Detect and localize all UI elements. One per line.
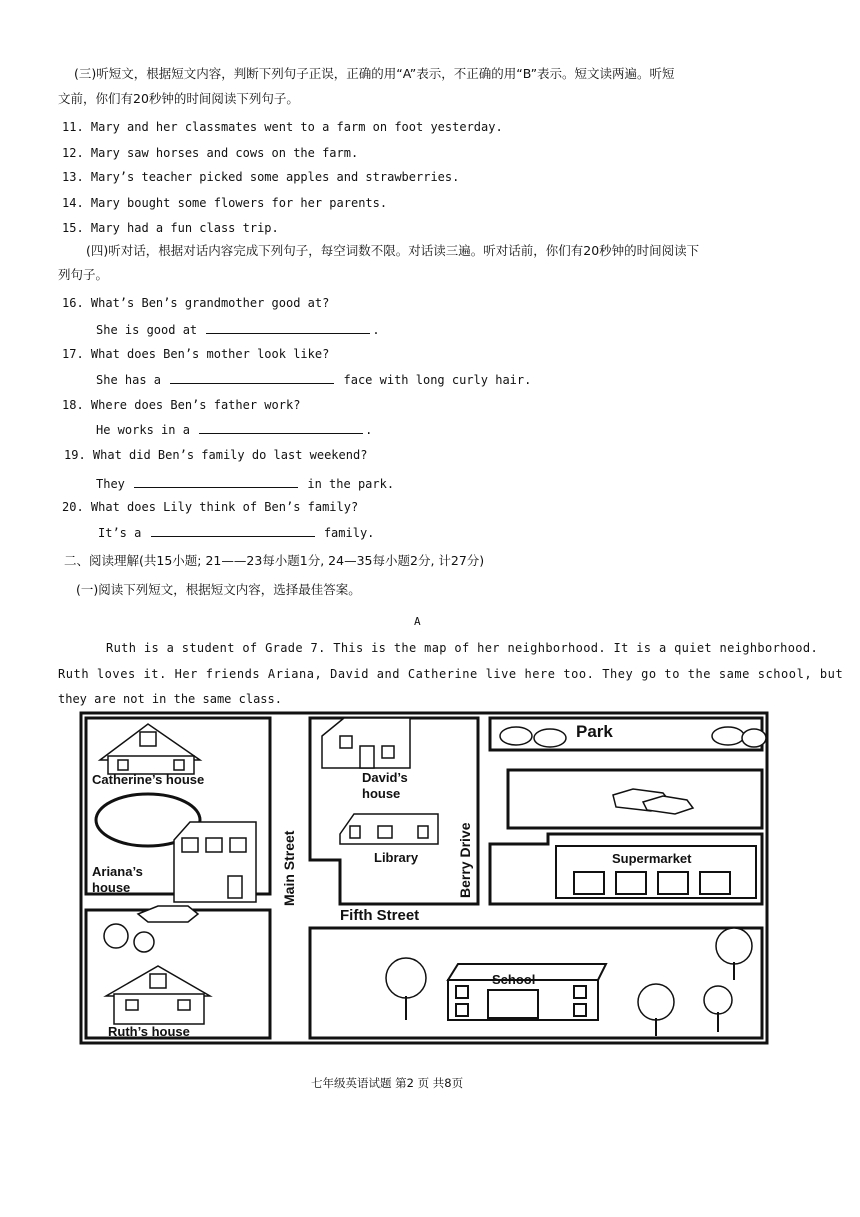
question-15: 15. Mary had a fun class trip.	[62, 221, 279, 235]
berry-drive-label: Berry Drive	[457, 822, 473, 898]
question-13: 13. Mary’s teacher picked some apples and strawberries.	[62, 170, 460, 184]
part2-subtitle: (一)阅读下列短文，根据短文内容，选择最佳答案。	[76, 582, 361, 597]
question-17: 17. What does Ben’s mother look like?	[62, 347, 330, 361]
question-14: 14. Mary bought some flowers for her parents.	[62, 196, 388, 210]
answer-18-after: .	[365, 423, 373, 437]
david-label-2: house	[362, 786, 401, 801]
answer-16-blank[interactable]	[206, 322, 370, 334]
question-20: 20. What does Lily think of Ben’s family?	[62, 500, 359, 514]
neighborhood-map	[78, 710, 770, 1046]
park-label: Park	[576, 722, 613, 741]
passage-line-3: they are not in the same class.	[58, 692, 282, 706]
passage-line-1: Ruth is a student of Grade 7. This is the map of her neighborhood. It is a quiet neighborhood.	[106, 641, 819, 655]
question-19: 19. What did Ben’s family do last weekend?	[64, 448, 368, 462]
ariana-house-icon	[174, 822, 256, 902]
fifth-street-label: Fifth Street	[340, 907, 420, 924]
answer-17-line	[96, 372, 531, 388]
ruth-label: Ruth’s house	[108, 1024, 190, 1039]
catherine-label: Catherine’s house	[92, 772, 205, 787]
parking-cars	[613, 789, 693, 814]
answer-19-after: in the park.	[307, 477, 395, 491]
answer-20-line	[98, 525, 374, 541]
question-16: 16. What’s Ben’s grandmother good at?	[62, 296, 330, 310]
answer-17-blank[interactable]	[170, 372, 334, 384]
tree-icon	[104, 924, 128, 948]
library-icon	[340, 814, 438, 844]
question-11: 11. Mary and her classmates went to a farm on foot yesterday.	[62, 120, 503, 134]
page-footer: 七年级英语试题 第2 页 共8页	[311, 1076, 464, 1090]
park-trees	[500, 727, 766, 747]
answer-20-before: It’s a	[98, 526, 142, 540]
ruth-house-icon	[106, 966, 210, 1024]
ariana-label-2: house	[92, 880, 131, 895]
david-house-icon	[322, 718, 410, 768]
question-12: 12. Mary saw horses and cows on the farm.	[62, 146, 359, 160]
school-label: School	[492, 972, 536, 987]
section4-intro-line2: 列句子。	[58, 267, 109, 282]
answer-19-blank[interactable]	[134, 476, 298, 488]
answer-20-after: family.	[323, 526, 375, 540]
section4-intro-line1: (四)听对话，根据对话内容完成下列句子，每空词数不限。对话读三遍。听对话前，你们有20秒钟的时间阅读下	[86, 243, 700, 258]
section3-intro-line2: 文前，你们有20秒钟的时间阅读下列句子。	[58, 91, 299, 106]
passage-line-2: Ruth loves it. Her friends Ariana, David and Catherine live here too. They go to the same school, but	[58, 667, 844, 681]
ariana-label-1: Ariana’s	[92, 864, 143, 879]
car-icon	[138, 906, 198, 922]
answer-18-before: He works in a	[96, 423, 190, 437]
answer-17-before: She has a	[96, 373, 162, 387]
supermarket-label: Supermarket	[612, 851, 692, 866]
main-street-label: Main Street	[281, 830, 297, 906]
section3-intro-line1: (三)听短文，根据短文内容，判断下列句子正误，正确的用“A”表示，不正确的用“B”表示。短文读两遍。听短	[74, 66, 675, 81]
answer-17-after: face with long curly hair.	[343, 373, 532, 387]
answer-18-blank[interactable]	[199, 422, 363, 434]
answer-16-line	[96, 322, 380, 338]
answer-19-before: They	[96, 477, 125, 491]
david-label-1: David’s	[362, 770, 408, 785]
passage-label: A	[414, 615, 421, 628]
catherine-house-icon	[100, 724, 200, 774]
answer-18-line	[96, 422, 372, 438]
part2-title: 二、阅读理解(共15小题; 21——23每小题1分, 24—35每小题2分, 计27分)	[64, 553, 485, 568]
answer-19-line	[96, 476, 394, 492]
answer-16-after: .	[372, 323, 380, 337]
tree-icon	[134, 932, 154, 952]
question-18: 18. Where does Ben’s father work?	[62, 398, 301, 412]
library-label: Library	[374, 850, 419, 865]
answer-20-blank[interactable]	[151, 525, 315, 537]
answer-16-before: She is good at	[96, 323, 198, 337]
